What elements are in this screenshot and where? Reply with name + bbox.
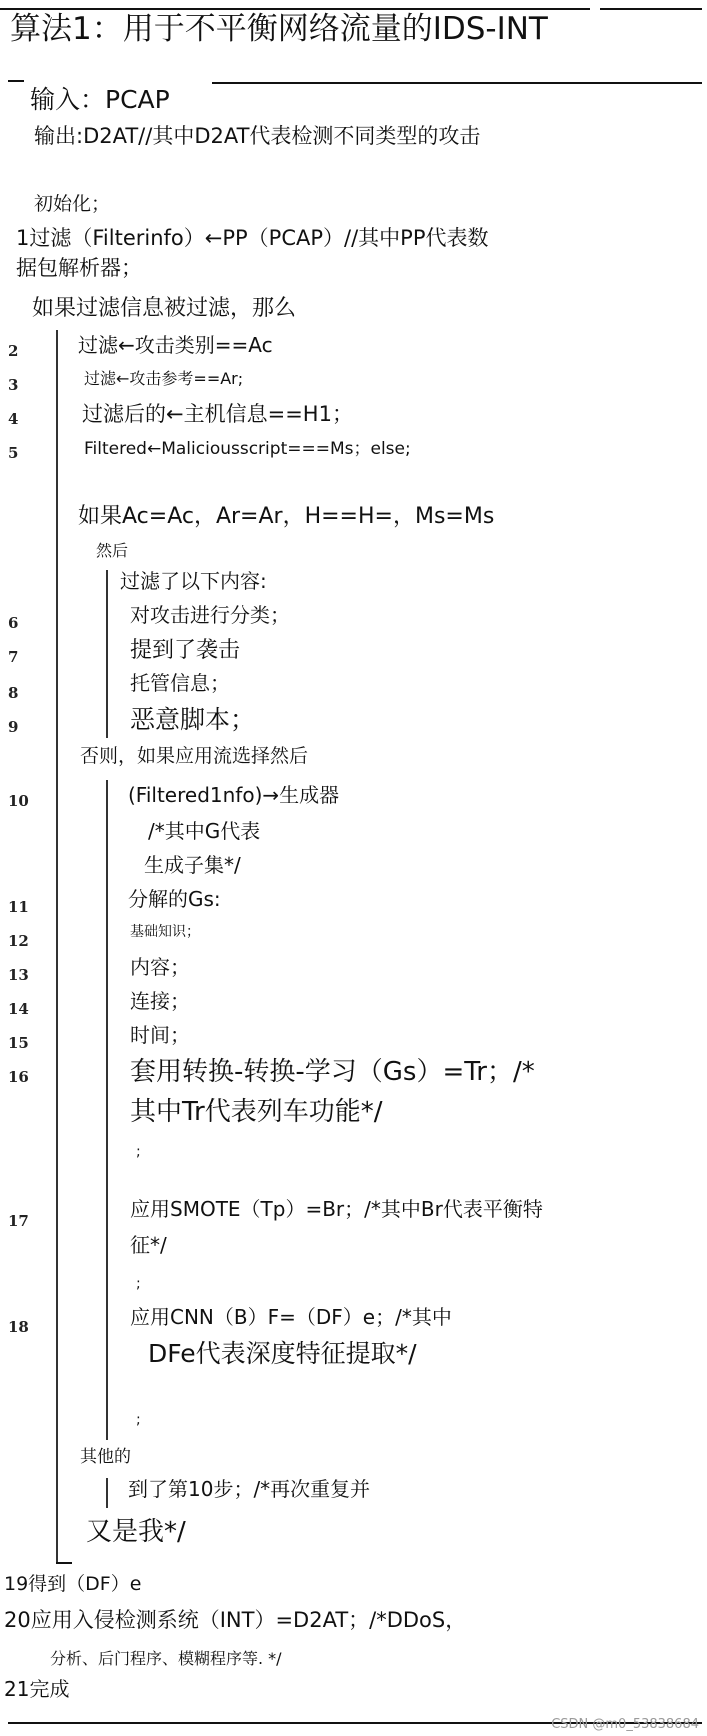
again-line: 又是我*/ [86,1517,186,1547]
line-10-comment-b: 生成子集*/ [144,853,241,877]
line-number: 3 [8,376,19,394]
line-number: 16 [8,1068,29,1086]
line-19: 19得到（DF）e [4,1573,142,1595]
line-13: 内容； [130,955,190,979]
algorithm-title: 算法1：用于不平衡网络流量的IDS-INT [10,11,548,47]
block-bar-outer-foot [56,1562,72,1564]
line-1b: 据包解析器； [16,256,142,280]
line-10: (Filtered1nfo)→生成器 [128,783,340,807]
line-number: 14 [8,1000,29,1018]
line-9: 恶意脚本； [130,705,256,734]
line-8: 托管信息； [130,671,230,695]
line-5: Filtered←Maliciousscript===Ms；else; [84,439,411,459]
line-3: 过滤←攻击参考==Ar; [84,369,244,388]
line-17a: 应用SMOTE（Tp）=Br；/*其中Br代表平衡特 [130,1197,543,1221]
line-10-comment-a: /*其中G代表 [148,819,261,843]
top-rule-right [600,8,702,10]
block-bar-elseif [106,780,108,1440]
block-bar-other [106,1478,108,1508]
init-line: 初始化； [34,193,111,215]
line-1a: 1过滤（Filterinfo）←PP（PCAP）//其中PP代表数 [16,226,489,250]
line-15: 时间； [130,1023,190,1047]
line-number: 11 [8,898,29,916]
line-number: 5 [8,444,19,462]
line-number: 12 [8,932,29,950]
line-20b: 分析、后门程序、模糊程序等. */ [50,1649,282,1668]
line-11: 分解的Gs: [128,887,221,911]
line-20a: 20应用入侵检测系统（INT）=D2AT；/*DDoS， [4,1608,467,1632]
line-18a: 应用CNN（B）F=（DF）e；/*其中 [130,1305,452,1329]
filtered-following-line: 过滤了以下内容: [120,569,267,593]
semicolon-1: ; [136,1144,141,1160]
header-rule-right [212,82,702,84]
line-number: 13 [8,966,29,984]
goto-step-line: 到了第10步；/*再次重复并 [128,1477,371,1501]
line-4: 过滤后的←主机信息==H1； [82,402,353,426]
then-line: 然后 [96,541,129,560]
block-bar-outer [56,330,58,1562]
line-16b: 其中Tr代表列车功能*/ [130,1097,383,1127]
line-number: 4 [8,410,19,428]
line-number: 18 [8,1318,29,1336]
semicolon-3: ; [136,1412,141,1428]
line-7: 提到了袭击 [130,638,241,663]
block-bar-then [106,570,108,738]
output-line: 输出:D2AT//其中D2AT代表检测不同类型的攻击 [34,124,481,148]
line-number: 9 [8,718,19,736]
if-filtered-line: 如果过滤信息被过滤，那么 [32,296,297,321]
line-number: 6 [8,614,19,632]
line-2: 过滤←攻击类别==Ac [78,333,273,357]
line-17b: 征*/ [130,1233,167,1257]
other-line: 其他的 [80,1447,131,1467]
line-number: 17 [8,1212,29,1230]
semicolon-2: ; [136,1276,141,1292]
if-equal-line: 如果Ac=Ac，Ar=Ar，H==H=，Ms=Ms [78,504,495,529]
line-12: 基础知识； [130,924,200,940]
line-number: 8 [8,684,19,702]
line-16a: 套用转换-转换-学习（Gs）=Tr；/* [130,1057,535,1087]
input-line: 输入：PCAP [30,85,170,114]
line-14: 连接； [130,989,190,1013]
line-number: 10 [8,792,29,810]
line-6: 对攻击进行分类； [130,603,290,627]
line-21: 21完成 [4,1677,70,1701]
watermark: CSDN @m0_53838684 [551,1717,699,1732]
header-rule [8,80,24,82]
top-rule [0,8,590,10]
line-number: 2 [8,342,19,360]
line-number: 15 [8,1034,29,1052]
line-18b: DFe代表深度特征提取*/ [148,1339,417,1368]
line-number: 7 [8,648,19,666]
else-if-line: 否则，如果应用流选择然后 [80,745,309,767]
